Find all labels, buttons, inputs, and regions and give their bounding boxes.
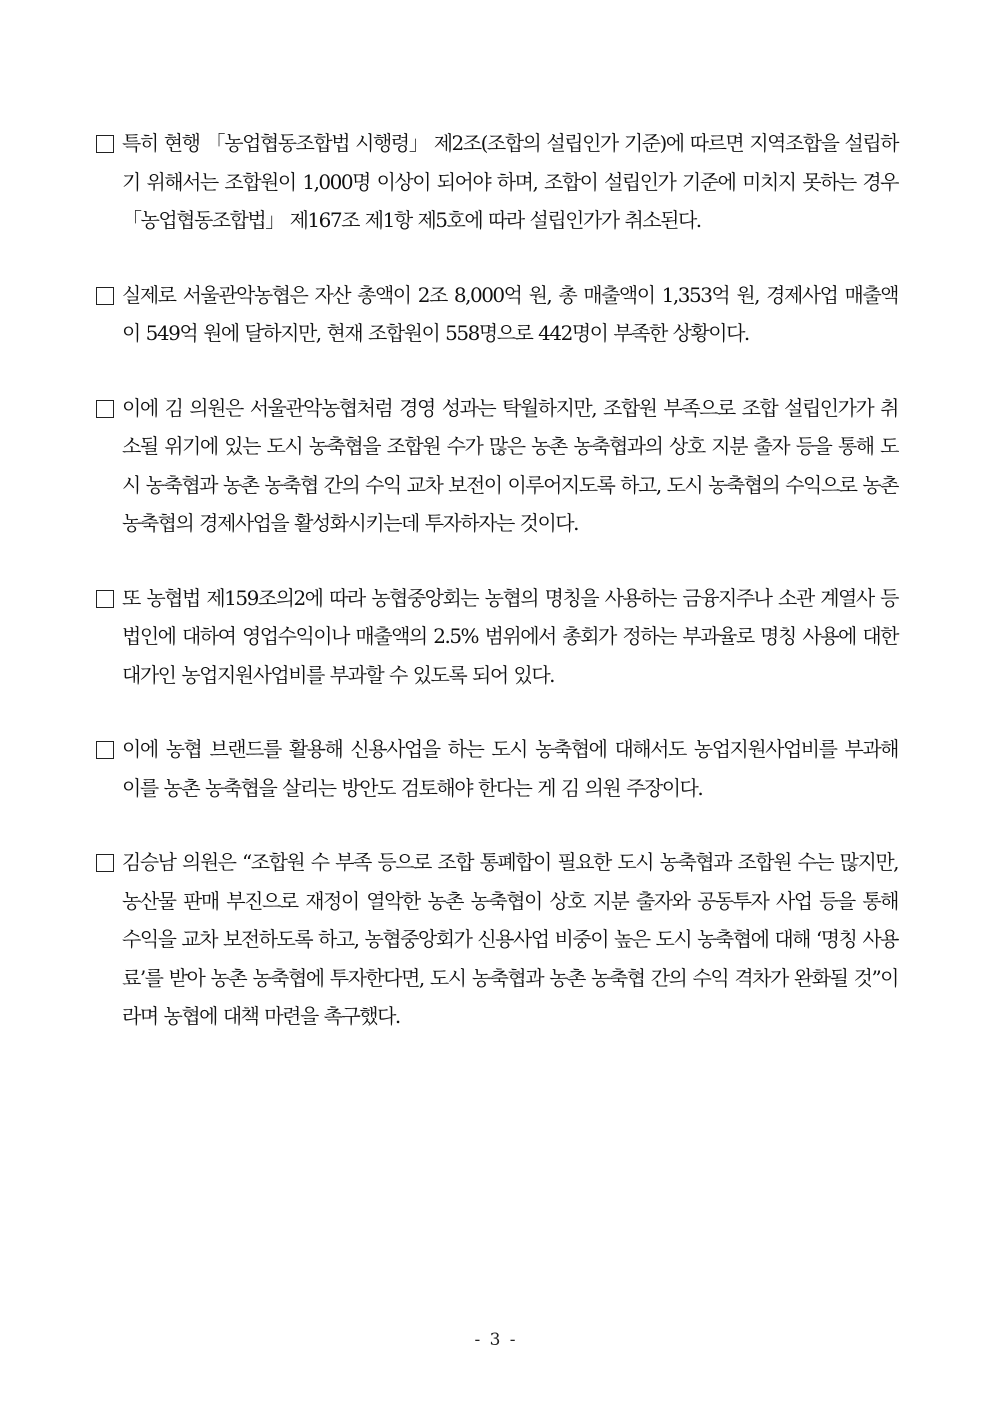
paragraph-text: 이에 김 의원은 서울관악농협처럼 경영 성과는 탁월하지만, 조합원 부족으로 조합 설립인가가 취소될 위기에 있는 도시 농축협을 조합원 수가 많은 농촌 농축협과의 상호 지분 출자 등을 통해 도시 농축협과 농촌 농축협 간의 수익 교차 보전이 이루어지도록 하고, 도시 농축협의 수익으로 농촌 농축협의 경제사업을 활성화시키는데 투자하자는 것이다. [122, 395, 898, 535]
bullet-paragraph [94, 124, 898, 240]
checkbox-bullet-icon [96, 287, 114, 305]
paragraph-text: 특히 현행 「농업협동조합법 시행령」 제2조(조합의 설립인가 기준)에 따르면 지역조합을 설립하기 위해서는 조합원이 1,000명 이상이 되어야 하며, 조합이 설립인가 기준에 미치지 못하는 경우 「농업협동조합법」 제167조 제1항 제5호에 따라 설립인가가 취소된다. [122, 131, 898, 232]
document-body [94, 124, 898, 1072]
checkbox-bullet-icon [96, 135, 114, 153]
checkbox-bullet-icon [96, 400, 114, 418]
paragraph-text: 실제로 서울관악농협은 자산 총액이 2조 8,000억 원, 총 매출액이 1,353억 원, 경제사업 매출액이 549억 원에 달하지만, 현재 조합원이 558명으로 442명이 부족한 상황이다. [122, 282, 898, 345]
paragraph-text: 또 농협법 제159조의2에 따라 농협중앙회는 농협의 명칭을 사용하는 금융지주나 소관 계열사 등 법인에 대하여 영업수익이나 매출액의 2.5% 범위에서 총회가 정하는 부과율로 명칭 사용에 대한 대가인 농업지원사업비를 부과할 수 있도록 되어 있다. [122, 585, 898, 687]
bullet-paragraph [94, 389, 898, 543]
page-number: - 3 - [474, 1330, 518, 1350]
bullet-paragraph [94, 276, 898, 353]
paragraph-text: 김승남 의원은 “조합원 수 부족 등으로 조합 통폐합이 필요한 도시 농축협과 조합원 수는 많지만, 농산물 판매 부진으로 재정이 열악한 농촌 농축협이 상호 지분 출자와 공동투자 사업 등을 통해 수익을 교차 보전하도록 하고, 농협중앙회가 신용사업 비중이 높은 도시 농축협에 대해 ‘명칭 사용료’를 받아 농촌 농축협에 투자한다면, 도시 농축협과 농촌 농축협 간의 수익 격차가 완화될 것”이라며 농협에 대책 마련을 촉구했다. [122, 850, 898, 1028]
bullet-paragraph [94, 843, 898, 1036]
checkbox-bullet-icon [96, 741, 114, 759]
checkbox-bullet-icon [96, 590, 114, 608]
checkbox-bullet-icon [96, 854, 114, 872]
paragraph-text: 이에 농협 브랜드를 활용해 신용사업을 하는 도시 농축협에 대해서도 농업지원사업비를 부과해 이를 농촌 농축협을 살리는 방안도 검토해야 한다는 게 김 의원 주장이다. [122, 737, 898, 800]
bullet-paragraph [94, 730, 898, 807]
bullet-paragraph [94, 579, 898, 695]
